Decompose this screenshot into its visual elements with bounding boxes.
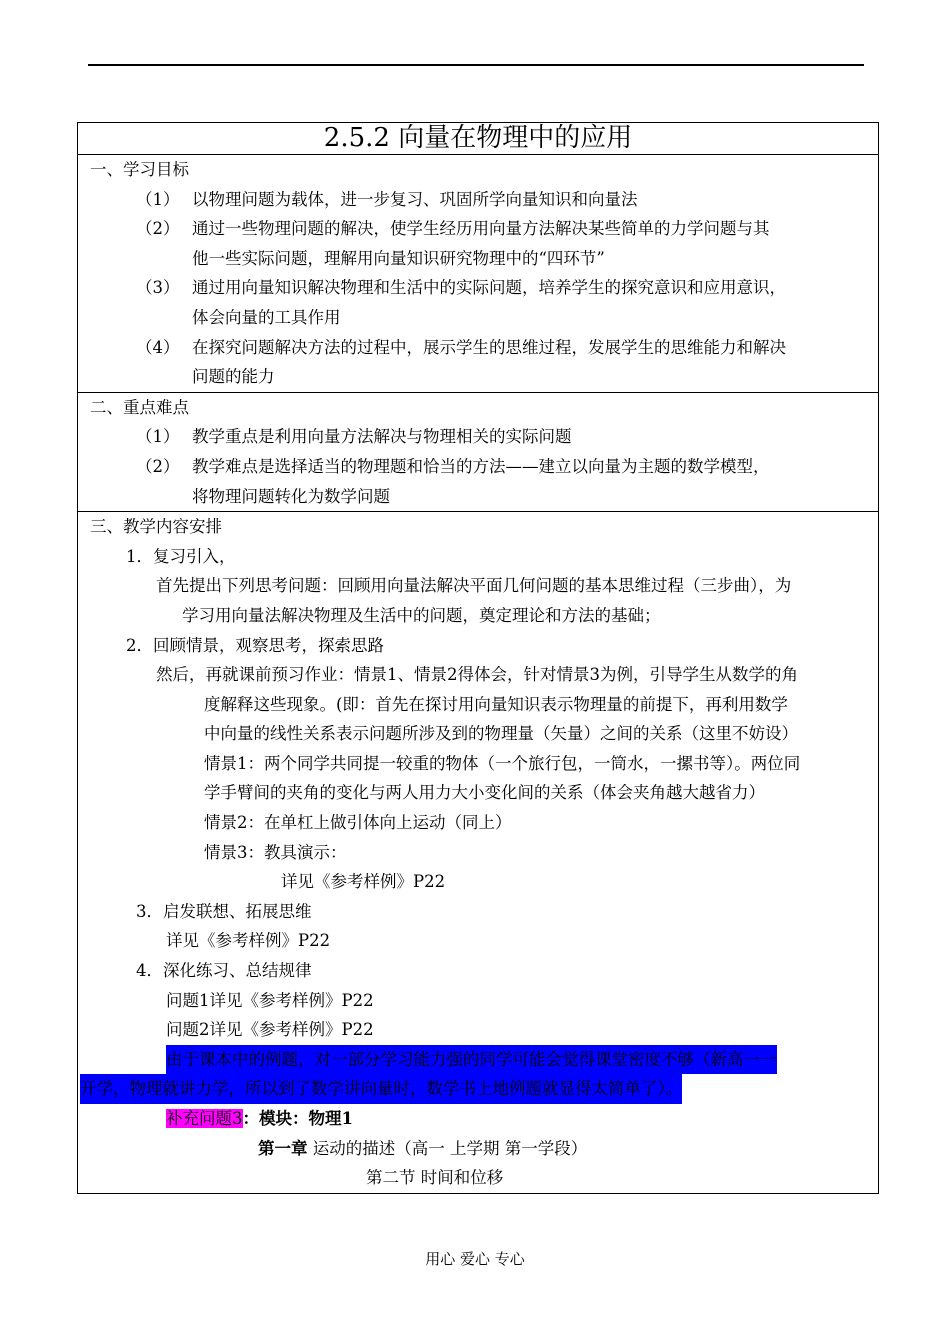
page-title: 2.5.2 向量在物理中的应用 <box>78 123 878 155</box>
section-heading: 三、教学内容安排 <box>90 517 222 537</box>
item-text: 他一些实际问题，理解用向量知识研究物理中的“四环节” <box>192 248 605 268</box>
step-text: 然后，再就课前预习作业：情景1、情景2得体会，针对情景3为例，引导学生从数学的角 <box>156 665 798 685</box>
item-number: （1） <box>136 189 180 209</box>
step-title: 2．回顾情景，观察思考，探索思路 <box>126 635 384 655</box>
step-text: 度解释这些现象。(即：首先在探讨用向量知识表示物理量的前提下，再利用数学 <box>204 694 788 714</box>
item-text: 在探究问题解决方法的过程中，展示学生的思维过程，发展学生的思维能力和解决 <box>192 337 786 357</box>
section-learning-goals <box>78 155 878 393</box>
section-heading: 一、学习目标 <box>90 160 189 179</box>
scenario-1-text: 情景1：两个同学共同提一较重的物体（一个旅行包，一筒水，一摞书等）。两位同 <box>204 753 801 773</box>
item-text: 教学难点是选择适当的物理题和恰当的方法——建立以向量为主题的数学模型， <box>192 456 770 476</box>
section-content-plan <box>78 512 878 1193</box>
supplement-label: 补充问题3 <box>166 1109 243 1128</box>
scenario-3-text: 情景3：教具演示： <box>204 842 347 862</box>
supplement-module: ：模块：物理1 <box>242 1109 353 1128</box>
step-text: 首先提出下列思考问题：回顾用向量法解决平面几何问题的基本思维过程（三步曲），为 <box>156 576 792 596</box>
header-rule <box>88 64 864 66</box>
chapter-label: 第一章 <box>258 1138 308 1158</box>
item-text: 通过用向量知识解决物理和生活中的实际问题，培养学生的探究意识和应用意识， <box>192 278 786 298</box>
step-title: 4．深化练习、总结规律 <box>136 961 312 981</box>
item-text: 问题的能力 <box>192 367 275 387</box>
step-text: 中向量的线性关系表示问题所涉及到的物理量（矢量）之间的关系（这里不妨设） <box>204 724 798 744</box>
section-heading: 二、重点难点 <box>90 397 189 417</box>
step-title: 3．启发联想、拓展思维 <box>136 901 312 921</box>
item-text: 教学重点是利用向量方法解决与物理相关的实际问题 <box>192 427 572 447</box>
item-number: （1） <box>136 427 180 447</box>
scenario-2-text: 情景2：在单杠上做引体向上运动（同上） <box>204 813 512 833</box>
step-text: 学手臂间的夹角的变化与两人用力大小变化间的关系（体会夹角越大越省力） <box>204 783 765 803</box>
step-title: 1．复习引入， <box>126 546 236 566</box>
item-number: （3） <box>136 278 180 298</box>
section-key-points <box>78 393 878 512</box>
item-number: （2） <box>136 219 180 239</box>
highlighted-note: 由于课本中的例题，对一部分学习能力强的同学可能会觉得课堂密度不够（新高一一 <box>166 1045 777 1075</box>
reference-text: 详见《参考样例》P22 <box>281 872 446 892</box>
step-text: 学习用向量法解决物理及生活中的问题，奠定理论和方法的基础； <box>182 605 661 625</box>
chapter-title: 运动的描述（高一 上学期 第一学段） <box>307 1138 588 1158</box>
reference-text: 问题1详见《参考样例》P22 <box>166 990 374 1010</box>
item-text: 体会向量的工具作用 <box>192 307 341 327</box>
item-number: （2） <box>136 456 180 476</box>
section-subtitle: 第二节 时间和位移 <box>366 1168 504 1188</box>
item-text: 通过一些物理问题的解决，使学生经历用向量方法解决某些简单的力学问题与其 <box>192 219 770 239</box>
item-text: 将物理问题转化为数学问题 <box>192 486 390 506</box>
reference-text: 问题2详见《参考样例》P22 <box>166 1020 374 1040</box>
page-footer: 用心 爱心 专心 <box>425 1250 525 1268</box>
lesson-table <box>77 122 879 1194</box>
item-text: 以物理问题为载体，进一步复习、巩固所学向量知识和向量法 <box>192 189 638 209</box>
reference-text: 详见《参考样例》P22 <box>166 931 331 951</box>
item-number: （4） <box>136 337 180 357</box>
highlighted-note: 开学，物理就讲力学，所以到了数学讲向量时，数学书上地例题就显得太简单了）。 <box>80 1074 682 1104</box>
